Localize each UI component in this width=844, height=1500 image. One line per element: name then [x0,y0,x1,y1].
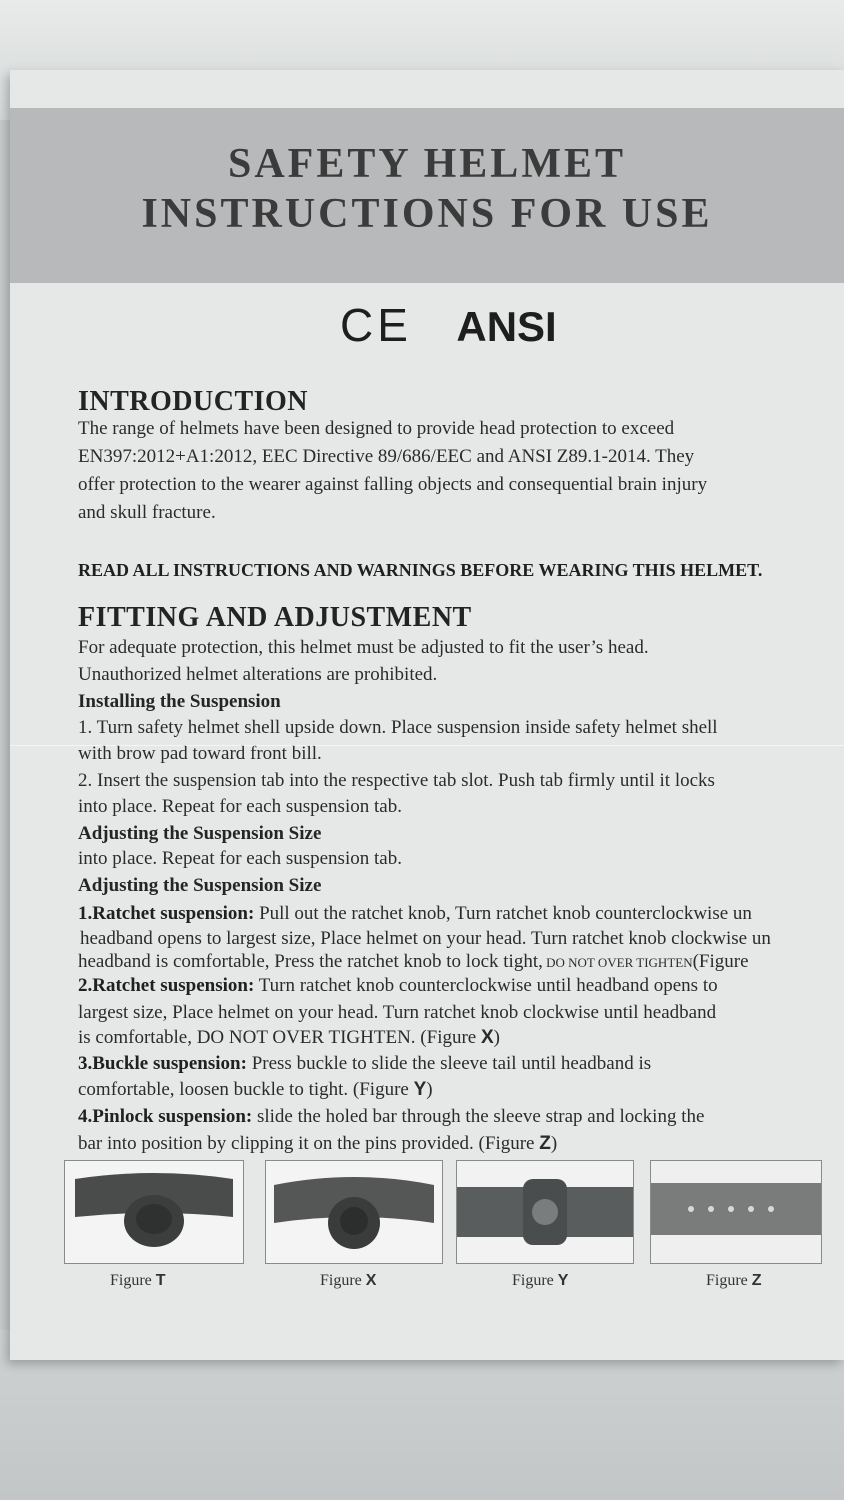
figure-y-image [456,1160,634,1264]
intro-line: and skull fracture. [78,502,216,523]
installing-line: with brow pad toward front bill. [78,743,322,764]
warning-text: READ ALL INSTRUCTIONS AND WARNINGS BEFORE WEARING THIS HELMET. [78,560,763,580]
figure-ref: X [480,1027,494,1048]
adjusting-heading-repeat: Adjusting the Suspension Size [78,875,322,896]
intro-line: The range of helmets have been designed to provide head protection to exceed [78,418,675,439]
step-4-line: bar into position by clipping it on the pins provided. (Figure Z) [78,1133,558,1154]
figure-caption: Figure T [110,1272,166,1289]
step-2-line: 2.Ratchet suspension: Turn ratchet knob counterclockwise until headband opens to [78,975,718,996]
step-1-line: headband is comfortable, Press the ratchet knob to lock tight, DO NOT OVER TIGHTEN(Figure [78,951,749,972]
step-2-line: is comfortable, DO NOT OVER TIGHTEN. (Figure X) [78,1027,500,1048]
step-label: 2.Ratchet suspension: [78,975,255,996]
step-3-line: comfortable, loosen buckle to tight. (Figure Y) [78,1079,433,1100]
step-1-line: headband opens to largest size, Place helmet on your head. Turn ratchet knob clockwise un [80,928,771,949]
figure-caption: Figure Z [706,1272,762,1289]
figure-ref: Y [413,1079,427,1100]
figure-z-image [650,1160,822,1264]
introduction-heading: INTRODUCTION [78,386,309,417]
paper-crease [10,745,844,746]
step-4-line: 4.Pinlock suspension: slide the holed bar through the sleeve strap and locking the [78,1106,705,1127]
adjusting-heading: Adjusting the Suspension Size [78,823,322,844]
installing-line: into place. Repeat for each suspension tab. [78,796,402,817]
fitting-line: Unauthorized helmet alterations are prohibited. [78,664,438,685]
step-label: 4.Pinlock suspension: [78,1106,253,1127]
title-line-1: SAFETY HELMET [227,141,626,187]
intro-line: EN397:2012+A1:2012, EEC Directive 89/686/EEC and ANSI Z89.1-2014. They [78,446,695,467]
installing-line: 1. Turn safety helmet shell upside down. Place suspension inside safety helmet shell [78,717,718,738]
figure-t-image [64,1160,244,1264]
title-line-2: INSTRUCTIONS FOR USE [141,191,713,237]
ansi-mark: ANSI [456,303,557,350]
fitting-heading: FITTING AND ADJUSTMENT [78,602,472,633]
certification-marks [340,298,557,352]
intro-line: offer protection to the wearer against falling objects and consequential brain injury [78,474,708,495]
repeat-line: into place. Repeat for each suspension tab. [78,848,402,869]
ce-mark: CE [340,299,412,351]
figure-caption: Figure Y [512,1272,569,1289]
step-3-line: 3.Buckle suspension: Press buckle to slide the sleeve tail until headband is [78,1053,652,1074]
step-label: 3.Buckle suspension: [78,1053,247,1074]
installing-heading: Installing the Suspension [78,691,281,712]
figure-ref: Z [539,1133,551,1154]
fitting-line: For adequate protection, this helmet must be adjusted to fit the user’s head. [78,637,649,658]
figure-x-image [265,1160,443,1264]
installing-line: 2. Insert the suspension tab into the respective tab slot. Push tab firmly until it locks [78,770,715,791]
step-1-line: 1.Ratchet suspension: Pull out the ratchet knob, Turn ratchet knob counterclockwise un [78,903,752,924]
figure-caption: Figure X [320,1272,377,1289]
step-label: 1.Ratchet suspension: [78,903,255,924]
step-2-line: largest size, Place helmet on your head. Turn ratchet knob clockwise until headband [78,1002,717,1023]
